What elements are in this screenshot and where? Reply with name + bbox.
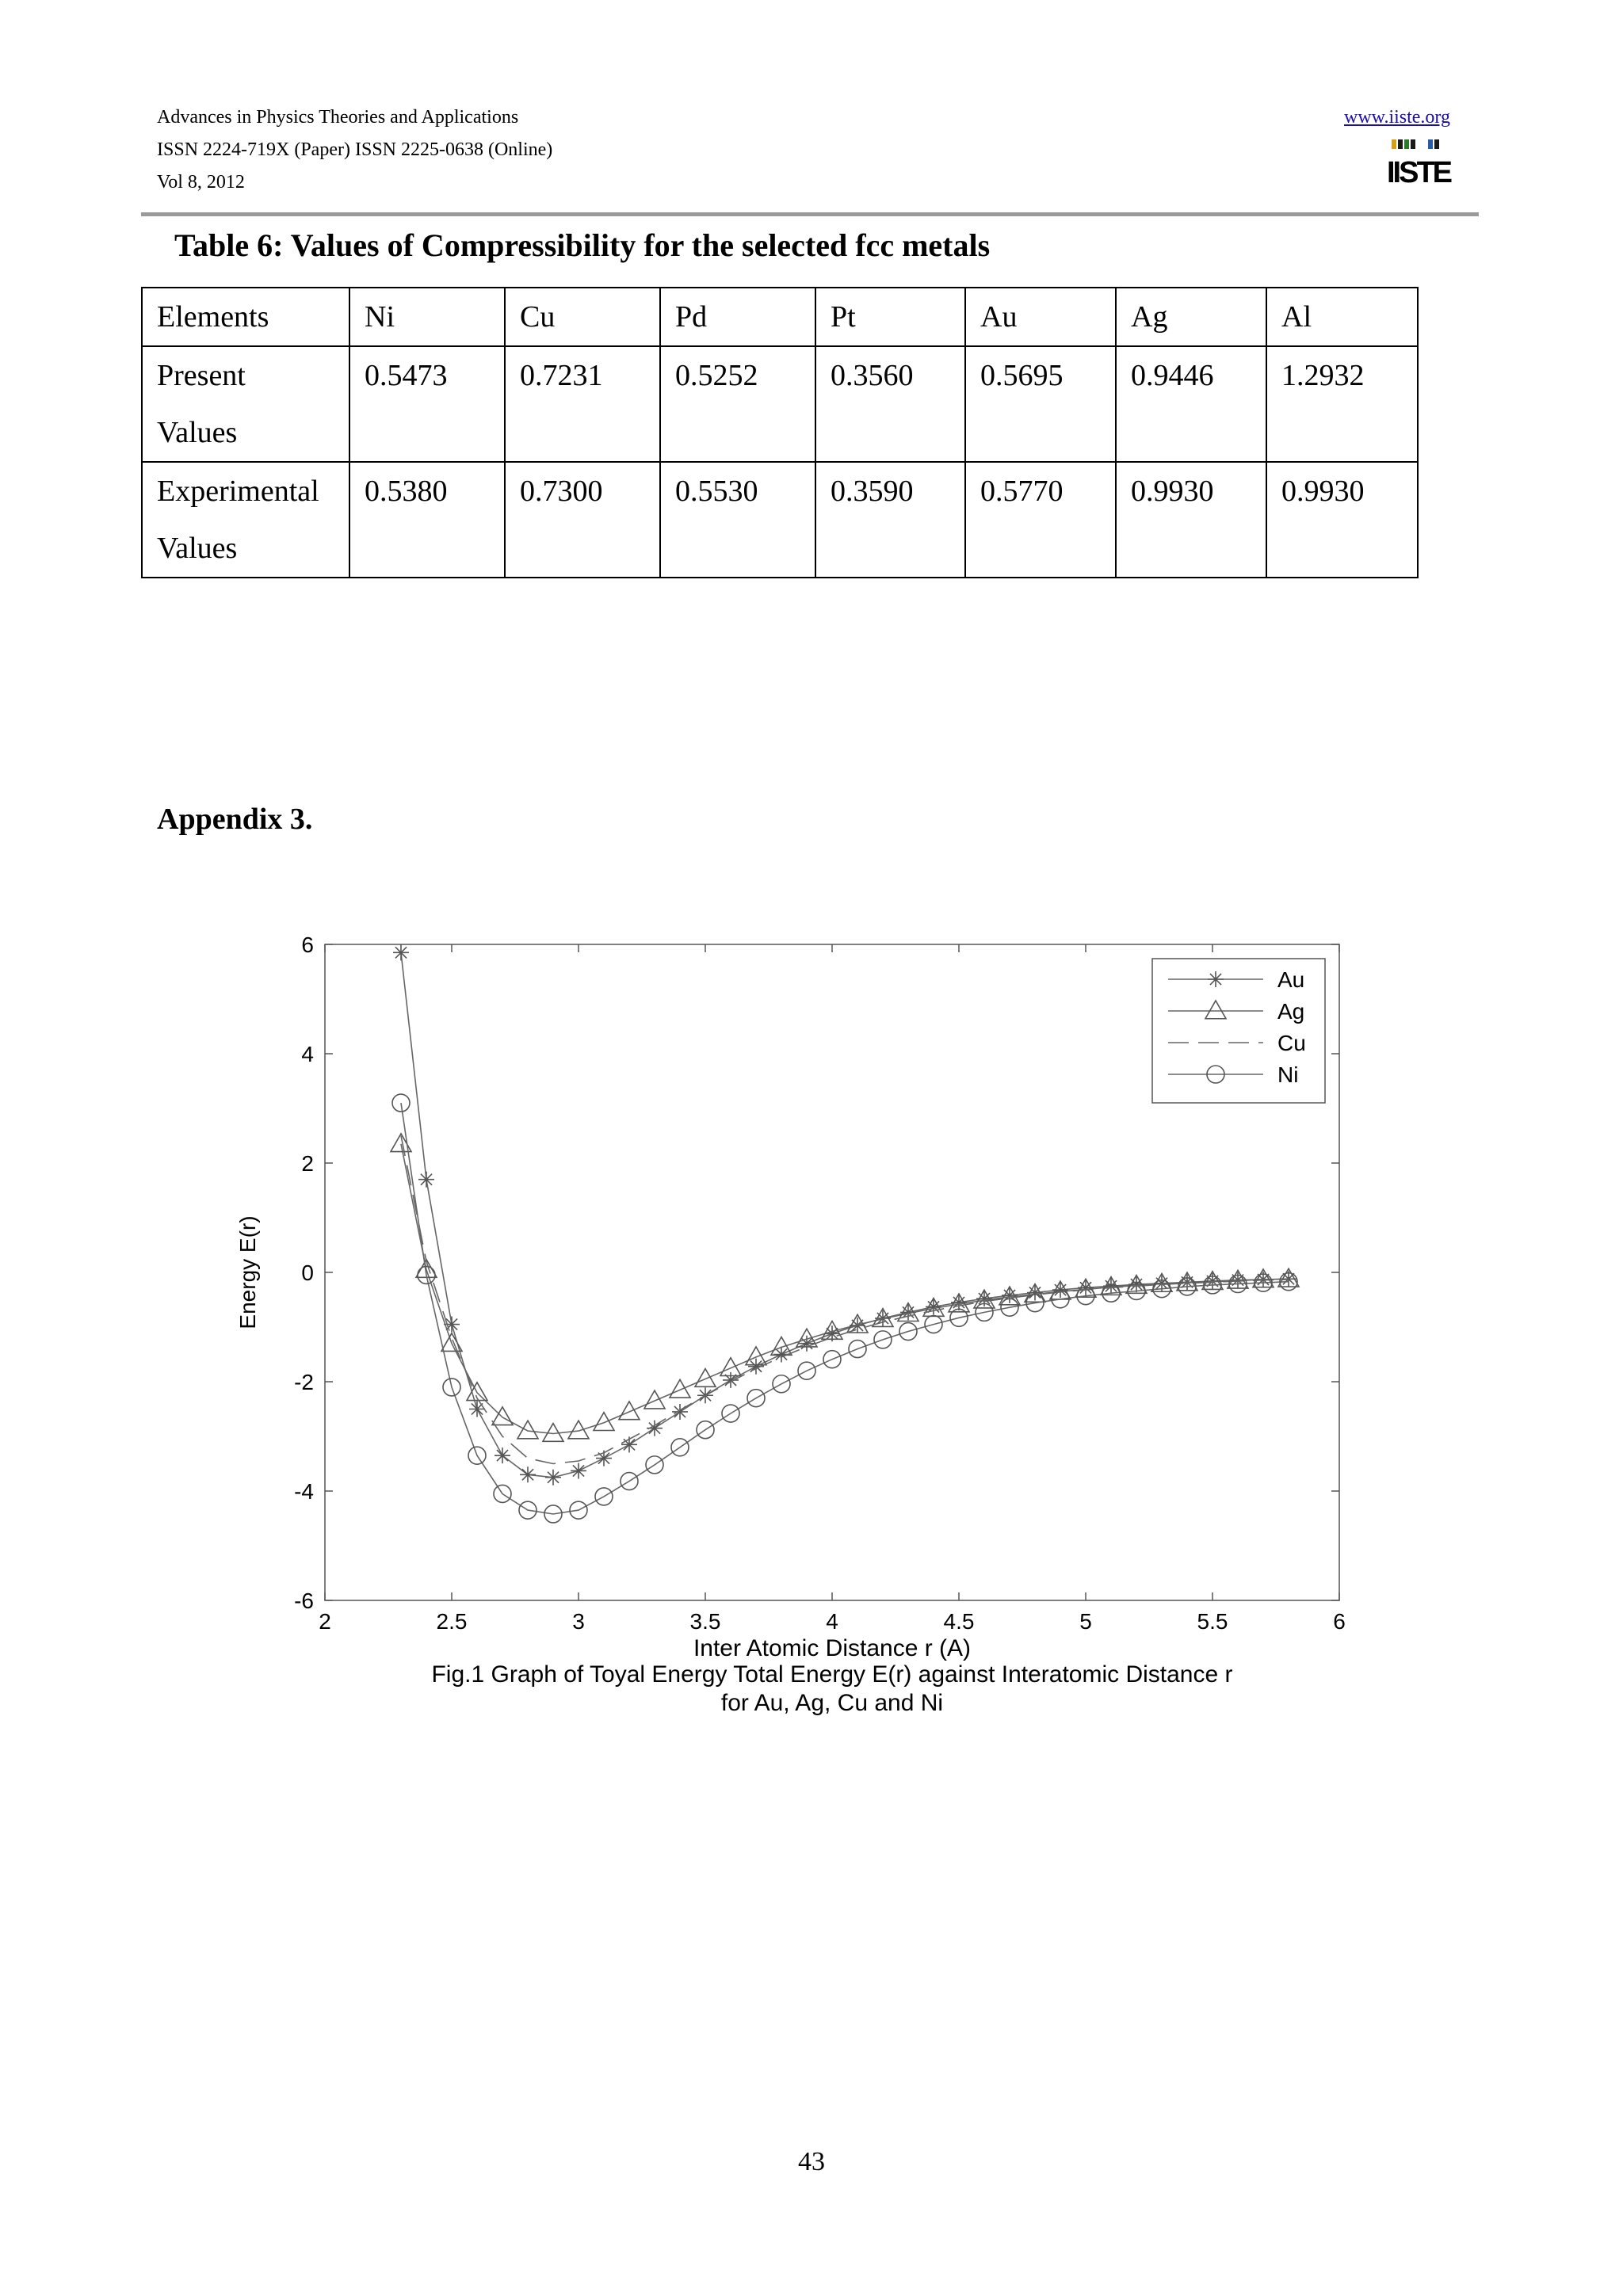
table-header-cell: Pd: [660, 288, 815, 346]
figure-caption: [238, 1661, 1426, 1718]
table-header-cell: Al: [1266, 288, 1418, 346]
page-number: 43: [798, 2147, 825, 2176]
data-point: [695, 1369, 716, 1387]
y-tick-label: 4: [301, 1042, 314, 1066]
data-point: [517, 1421, 538, 1439]
data-point: [444, 1317, 460, 1333]
data-point: [392, 1094, 410, 1112]
data-point: [619, 1402, 640, 1420]
data-point: [571, 1463, 586, 1478]
legend-label: Ni: [1277, 1062, 1299, 1087]
data-point: [1208, 971, 1224, 987]
table-cell: 0.5770: [965, 462, 1116, 578]
y-tick-label: 6: [301, 933, 314, 957]
row-label-cell: Present Values: [142, 346, 349, 462]
data-point: [568, 1421, 589, 1439]
iiste-logo: [1386, 138, 1451, 189]
table-cell: 0.5252: [660, 346, 815, 462]
legend-label: Ag: [1277, 999, 1305, 1024]
x-tick-label: 5: [1079, 1609, 1092, 1634]
table-header-row: [142, 288, 1418, 346]
x-tick-label: 2.5: [436, 1609, 468, 1634]
data-point: [520, 1466, 536, 1482]
table-cell: 0.3560: [815, 346, 965, 462]
data-point: [670, 1379, 690, 1398]
data-point: [393, 944, 409, 960]
x-axis-label: Inter Atomic Distance r (A): [693, 1635, 972, 1661]
table-title: Table 6: Values of Compressibility for the selected fcc metals: [174, 227, 991, 263]
y-tick-label: 0: [301, 1261, 314, 1285]
table-cell: 0.9930: [1266, 462, 1418, 578]
caption-line: Fig.1 Graph of Toyal Energy Total Energy E(r) against Interatomic Distance r: [431, 1661, 1233, 1688]
energy-chart: [230, 927, 1355, 1661]
table-header-cell: Au: [965, 288, 1116, 346]
x-tick-label: 4.5: [943, 1609, 975, 1634]
data-point: [594, 1413, 614, 1431]
row-label-cell: Experimental Values: [142, 462, 349, 578]
data-point: [495, 1447, 510, 1463]
data-point: [723, 1372, 739, 1388]
y-axis-label: Energy E(r): [235, 1215, 260, 1329]
caption-line: for Au, Ag, Cu and Ni: [720, 1690, 944, 1716]
appendix-heading: Appendix 3.: [157, 803, 313, 836]
table-cell: 0.5530: [660, 462, 815, 578]
journal-name: Advances in Physics Theories and Applications: [157, 107, 519, 128]
legend-label: Cu: [1277, 1031, 1306, 1055]
x-tick-label: 3.5: [689, 1609, 721, 1634]
data-point: [418, 1172, 434, 1188]
table-cell: 1.2932: [1266, 346, 1418, 462]
y-tick-label: 2: [301, 1151, 314, 1176]
y-tick-label: -2: [294, 1370, 314, 1394]
series-line-ni: [401, 1103, 1289, 1514]
x-tick-label: 3: [572, 1609, 585, 1634]
series-line-cu: [401, 1136, 1289, 1464]
legend-label: Au: [1277, 967, 1305, 992]
svg-text:IISTE: IISTE: [1386, 156, 1451, 189]
table-row: [142, 346, 1418, 462]
x-tick-label: 4: [826, 1609, 838, 1634]
table-header-cell: Pt: [815, 288, 965, 346]
table-cell: 0.5695: [965, 346, 1116, 462]
x-tick-label: 5.5: [1197, 1609, 1228, 1634]
table-cell: 0.9446: [1116, 346, 1266, 462]
header-divider: [141, 212, 1479, 216]
page-header: [157, 101, 1450, 199]
table-header-cell: Ag: [1116, 288, 1266, 346]
y-tick-label: -6: [294, 1589, 314, 1613]
table-header-cell: Ni: [349, 288, 505, 346]
data-point: [545, 1470, 561, 1486]
data-point: [644, 1390, 665, 1409]
volume-line: Vol 8, 2012: [157, 172, 245, 193]
compressibility-table: [141, 287, 1419, 578]
table-cell: 0.3590: [815, 462, 965, 578]
table-cell: 0.7300: [505, 462, 660, 578]
table-header-cell: Elements: [142, 288, 349, 346]
table-cell: 0.5380: [349, 462, 505, 578]
journal-url-link[interactable]: www.iiste.org: [1344, 107, 1450, 128]
issn-line: ISSN 2224-719X (Paper) ISSN 2225-0638 (Online): [157, 139, 553, 160]
x-tick-label: 6: [1333, 1609, 1346, 1634]
table-header-cell: Cu: [505, 288, 660, 346]
y-tick-label: -4: [294, 1479, 314, 1504]
table-row: [142, 462, 1418, 578]
table-cell: 0.9930: [1116, 462, 1266, 578]
data-point: [469, 1402, 485, 1417]
x-tick-label: 2: [319, 1609, 331, 1634]
table-cell: 0.7231: [505, 346, 660, 462]
table-cell: 0.5473: [349, 346, 505, 462]
